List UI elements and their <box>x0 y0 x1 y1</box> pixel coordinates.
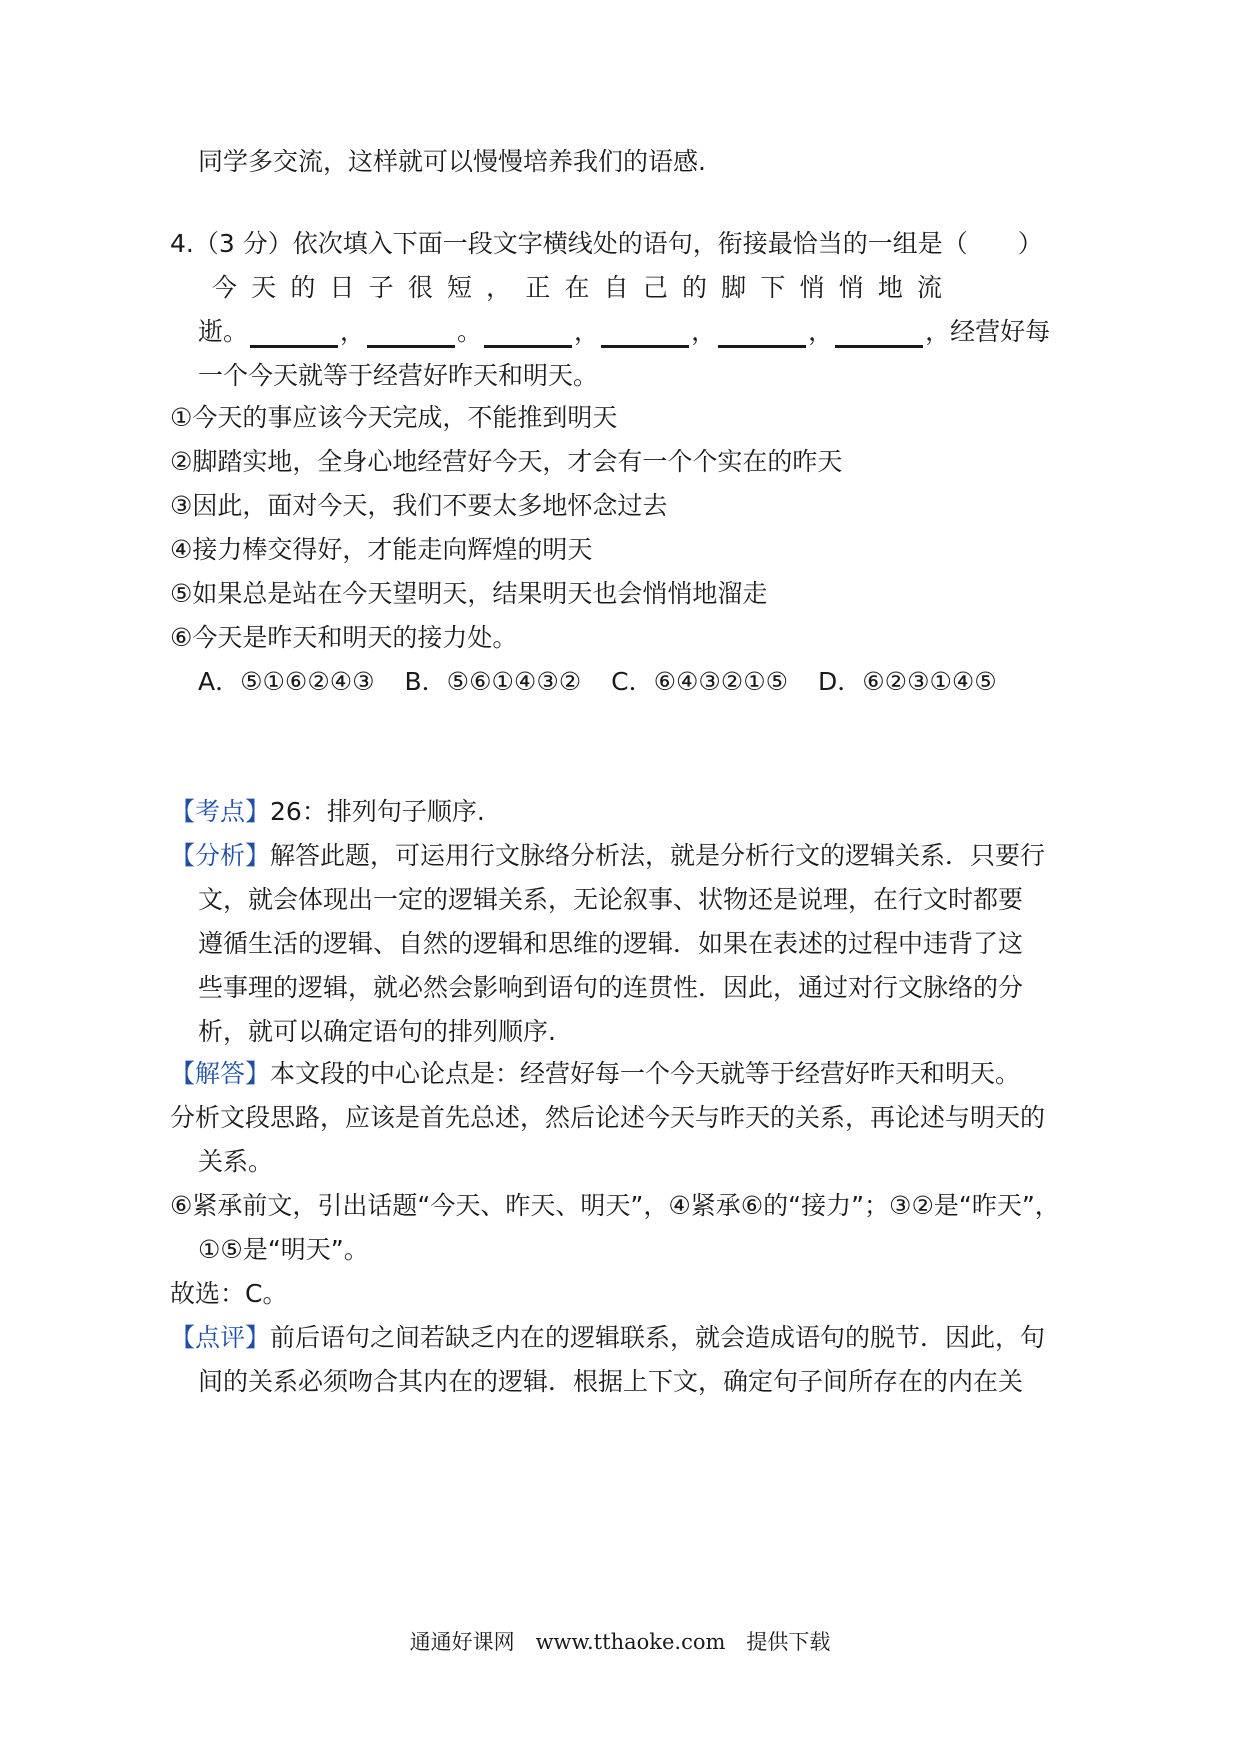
dianping-tag: 【点评】 <box>170 1323 271 1352</box>
option-c: C．⑥④③②①⑤ <box>611 667 789 696</box>
fill-blank-5 <box>718 319 806 348</box>
sentence-2: ②脚踏实地，全身心地经营好今天，才会有一个个实在的昨天 <box>170 447 843 476</box>
sentence-4: ④接力棒交得好，才能走向辉煌的明天 <box>170 535 593 564</box>
sep-comma: ， <box>808 317 834 346</box>
sentence-1: ①今天的事应该今天完成，不能推到明天 <box>170 403 618 432</box>
fill-blank-3 <box>484 319 572 348</box>
option-a: A．⑤①⑥②④③ <box>198 667 375 696</box>
fill-blank-6 <box>835 319 923 348</box>
analysis-line-3: ⑥紧承前文，引出话题“今天、昨天、明天”，④紧承⑥的“接力”；③②是“昨天”， <box>170 1191 1060 1220</box>
sep-period: 。 <box>457 317 483 346</box>
passage-line-2 <box>198 316 1050 348</box>
fill-blank-2 <box>367 319 455 348</box>
fenxi-line-5: 析，就可以确定语句的排列顺序. <box>198 1017 556 1046</box>
dianping-line-1 <box>170 1322 1045 1354</box>
jieda-tag: 【解答】 <box>170 1059 271 1088</box>
kaodian-line <box>170 796 485 828</box>
analysis-line-2: 关系。 <box>198 1147 274 1176</box>
carryover-line: 同学多交流，这样就可以慢慢培养我们的语感. <box>198 147 706 176</box>
fill-blank-4 <box>601 319 689 348</box>
fenxi-text: 解答此题，可运用行文脉络分析法，就是分析行文的逻辑关系．只要行 <box>270 841 1046 870</box>
analysis-line-4: ①⑤是“明天”。 <box>198 1235 369 1264</box>
answer-options <box>198 666 1019 698</box>
sep-comma: ， <box>340 317 366 346</box>
answer-line: 故选：C。 <box>170 1279 288 1308</box>
sentence-6: ⑥今天是昨天和明天的接力处。 <box>170 623 518 652</box>
sep-comma: ， <box>691 317 717 346</box>
option-b: B．⑤⑥①④③② <box>404 667 582 696</box>
jieda-text: 本文段的中心论点是：经营好每一个今天就等于经营好昨天和明天。 <box>270 1059 1021 1088</box>
fenxi-tag: 【分析】 <box>170 841 271 870</box>
option-d: D．⑥②③①④⑤ <box>818 667 997 696</box>
passage-line-2-start: 逝。 <box>198 317 249 346</box>
sep-comma: ， <box>574 317 600 346</box>
page-footer: 通通好课网 www.tthaoke.com 提供下载 <box>409 1630 831 1654</box>
passage-line-1: 今天的日子很短，正在自己的脚下悄悄地流 <box>212 273 942 302</box>
sep-comma: ， <box>925 317 951 346</box>
analysis-line-1: 分析文段思路，应该是首先总述，然后论述今天与昨天的关系，再论述与明天的 <box>170 1103 1046 1132</box>
fenxi-line-3: 遵循生活的逻辑、自然的逻辑和思维的逻辑．如果在表述的过程中违背了这 <box>198 929 1024 958</box>
sentence-3: ③因此，面对今天，我们不要太多地怀念过去 <box>170 491 668 520</box>
jieda-line <box>170 1058 1020 1090</box>
fenxi-line-4: 些事理的逻辑，就必然会影响到语句的连贯性．因此，通过对行文脉络的分 <box>198 973 1024 1002</box>
fenxi-line-2: 文，就会体现出一定的逻辑关系，无论叙事、状物还是说理，在行文时都要 <box>198 885 1024 914</box>
dianping-text: 前后语句之间若缺乏内在的逻辑联系，就会造成语句的脱节．因此，句 <box>270 1323 1046 1352</box>
fill-blank-1 <box>250 319 338 348</box>
kaodian-tag: 【考点】 <box>170 797 271 826</box>
fenxi-line-1 <box>170 840 1045 872</box>
passage-line-2-end: 经营好每 <box>950 317 1051 346</box>
dianping-line-2: 间的关系必须吻合其内在的逻辑．根据上下文，确定句子间所存在的内在关 <box>198 1367 1024 1396</box>
passage-line-3: 一个今天就等于经营好昨天和明天。 <box>198 361 599 390</box>
sentence-5: ⑤如果总是站在今天望明天，结果明天也会悄悄地溜走 <box>170 579 768 608</box>
question-stem: 4.（3 分）依次填入下面一段文字横线处的语句，衔接最恰当的一组是（ ） <box>170 229 1043 258</box>
kaodian-text: 26：排列句子顺序. <box>270 797 485 826</box>
